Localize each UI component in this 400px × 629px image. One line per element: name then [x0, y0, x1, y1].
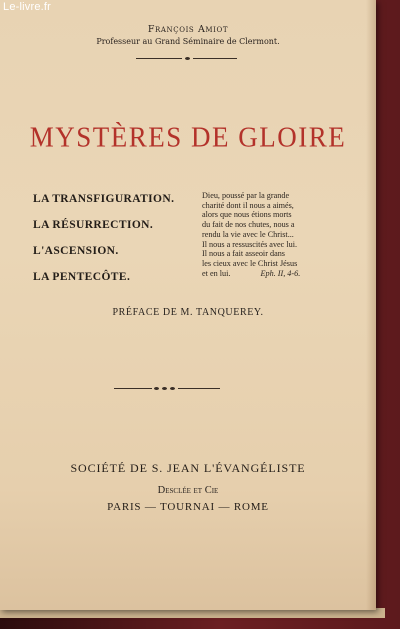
- publisher-society: SOCIÉTÉ DE S. JEAN L'ÉVANGÉLISTE: [70, 461, 306, 475]
- middle-ornament-rule: [114, 388, 152, 389]
- publisher-name: [0, 485, 376, 496]
- top-ornament-rule-right: [193, 58, 237, 59]
- epigraph-line: rendu la vie avec le Christ...: [202, 229, 294, 239]
- author-name-text: François Amiot: [147, 24, 229, 35]
- middle-ornament-dot: [162, 387, 167, 390]
- contents-item: LA RÉSURRECTION.: [33, 219, 154, 231]
- watermark: Le-livre.fr: [3, 1, 52, 13]
- author-role: Professeur au Grand Séminaire de Clermont.: [96, 37, 280, 46]
- contents-list: [33, 193, 174, 297]
- epigraph: [202, 191, 314, 278]
- contents-item: LA TRANSFIGURATION.: [33, 193, 175, 205]
- middle-ornament-dot: [170, 387, 175, 390]
- epigraph-line: charité dont il nous a aimés,: [202, 200, 294, 210]
- epigraph-line: du fait de nos chutes, nous a: [202, 220, 295, 230]
- preface-credit: PRÉFACE DE M. TANQUEREY.: [112, 307, 264, 318]
- epigraph-line: Il nous a ressuscités avec lui.: [202, 239, 298, 249]
- book-title: MYSTÈRES DE GLOIRE: [29, 121, 347, 153]
- contents-item: L'ASCENSION.: [33, 245, 119, 257]
- middle-ornament-dot: [154, 387, 159, 390]
- top-ornament-dot: [185, 57, 190, 60]
- epigraph-line: alors que nous étions morts: [202, 210, 292, 220]
- epigraph-line: Il nous a fait asseoir dans: [202, 249, 285, 259]
- contents-item: LA PENTECÔTE.: [33, 271, 131, 283]
- epigraph-line: les cieux avec le Christ Jésus: [202, 258, 298, 268]
- middle-ornament-rule-right: [178, 388, 220, 389]
- epigraph-line: et en lui.: [202, 268, 231, 278]
- top-ornament-rule: [136, 58, 182, 59]
- epigraph-line: Dieu, poussé par la grande: [202, 191, 290, 200]
- epigraph-last-line: [202, 269, 314, 279]
- publisher-name-text: Desclée et Cie: [157, 485, 219, 496]
- author-name: [0, 24, 376, 35]
- publisher-cities: PARIS — TOURNAI — ROME: [107, 501, 269, 513]
- epigraph-reference: Eph. II, 4-6.: [260, 268, 301, 278]
